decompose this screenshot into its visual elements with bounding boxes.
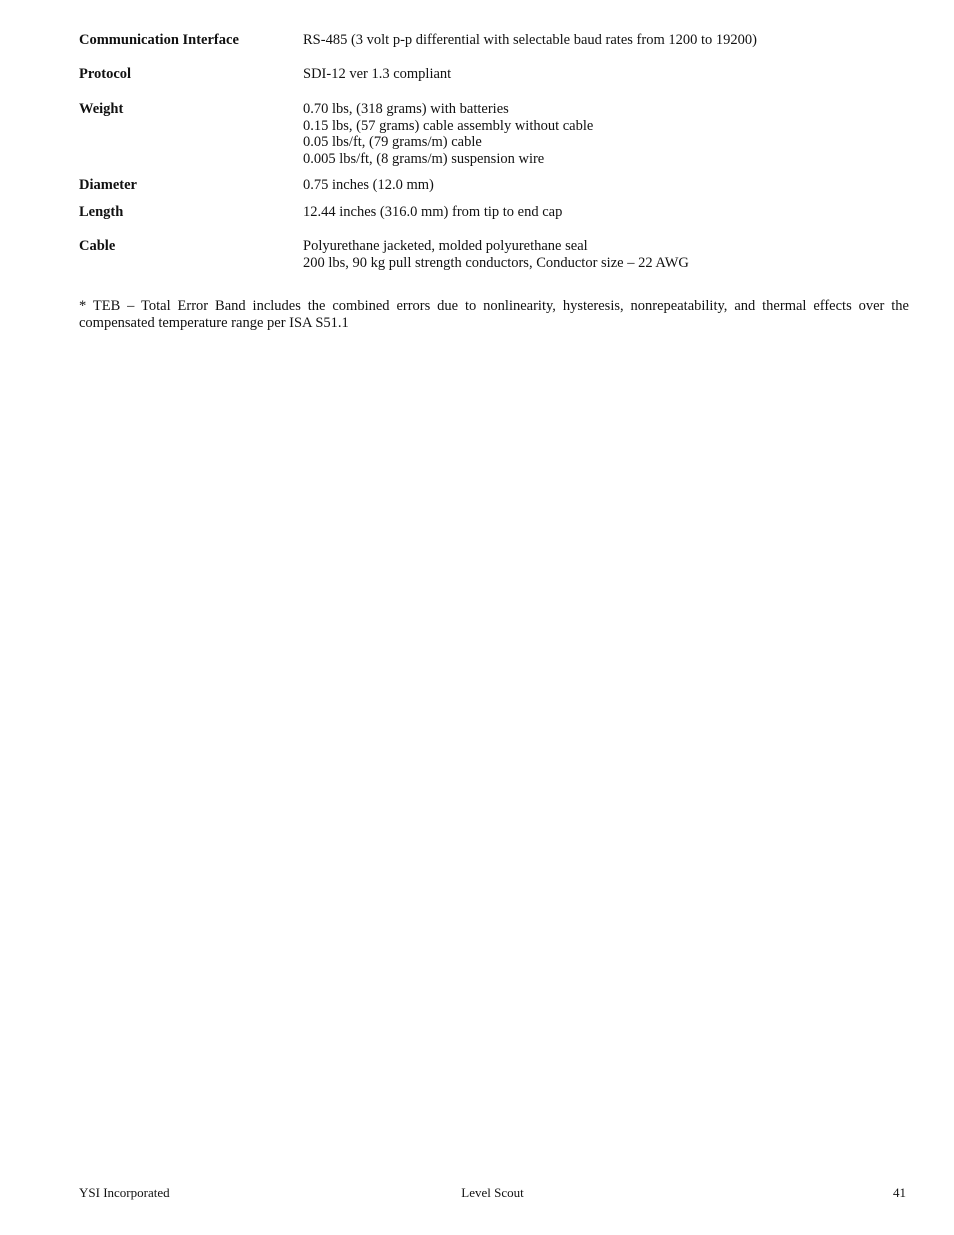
spec-label: Protocol [79, 65, 132, 82]
spec-value: 12.44 inches (316.0 mm) from tip to end cap [303, 203, 563, 220]
spec-value: 0.05 lbs/ft, (79 grams/m) cable [303, 134, 482, 150]
spec-label: Diameter [79, 177, 137, 193]
spec-label: Communication Interface [79, 32, 239, 48]
spec-label: Weight [79, 101, 124, 117]
spec-values [303, 101, 909, 167]
page-number: 41 [893, 1185, 906, 1200]
teb-footnote: * TEB – Total Error Band includes the combined errors due to nonlinearity, hysteresis, nonrepeatability, and thermal effects over the compensated temperature range per ISA S51.1 [79, 298, 909, 331]
spec-value: 0.70 lbs, (318 grams) with batteries [303, 101, 509, 117]
spec-label: Length [79, 203, 124, 220]
spec-value: Polyurethane jacketed, molded polyurethane seal [303, 238, 588, 254]
page-footer [79, 1185, 906, 1203]
spec-value: 0.75 inches (12.0 mm) [303, 177, 434, 193]
spec-row-cable [79, 238, 909, 271]
spec-value: SDI-12 ver 1.3 compliant [303, 65, 452, 82]
specifications-table [79, 32, 909, 271]
spec-label: Cable [79, 238, 116, 254]
spec-values [303, 238, 909, 271]
spec-value: 200 lbs, 90 kg pull strength conductors, Conductor size – 22 AWG [303, 254, 689, 271]
spec-row-communication-interface [79, 32, 909, 49]
spec-row-length [79, 204, 909, 221]
spec-values [303, 177, 909, 194]
spec-value: RS-485 (3 volt p-p differential with selectable baud rates from 1200 to 19200) [303, 32, 757, 48]
spec-value: 0.15 lbs, (57 grams) cable assembly without cable [303, 117, 594, 134]
spec-values [303, 32, 909, 49]
spec-row-diameter [79, 177, 909, 194]
spec-row-weight [79, 101, 909, 167]
spec-values [303, 204, 909, 221]
spec-value: 0.005 lbs/ft, (8 grams/m) suspension wire [303, 150, 545, 167]
spec-row-protocol [79, 66, 909, 83]
spec-values [303, 66, 909, 83]
footer-product: Level Scout [461, 1185, 524, 1200]
footer-company: YSI Incorporated [79, 1185, 170, 1200]
